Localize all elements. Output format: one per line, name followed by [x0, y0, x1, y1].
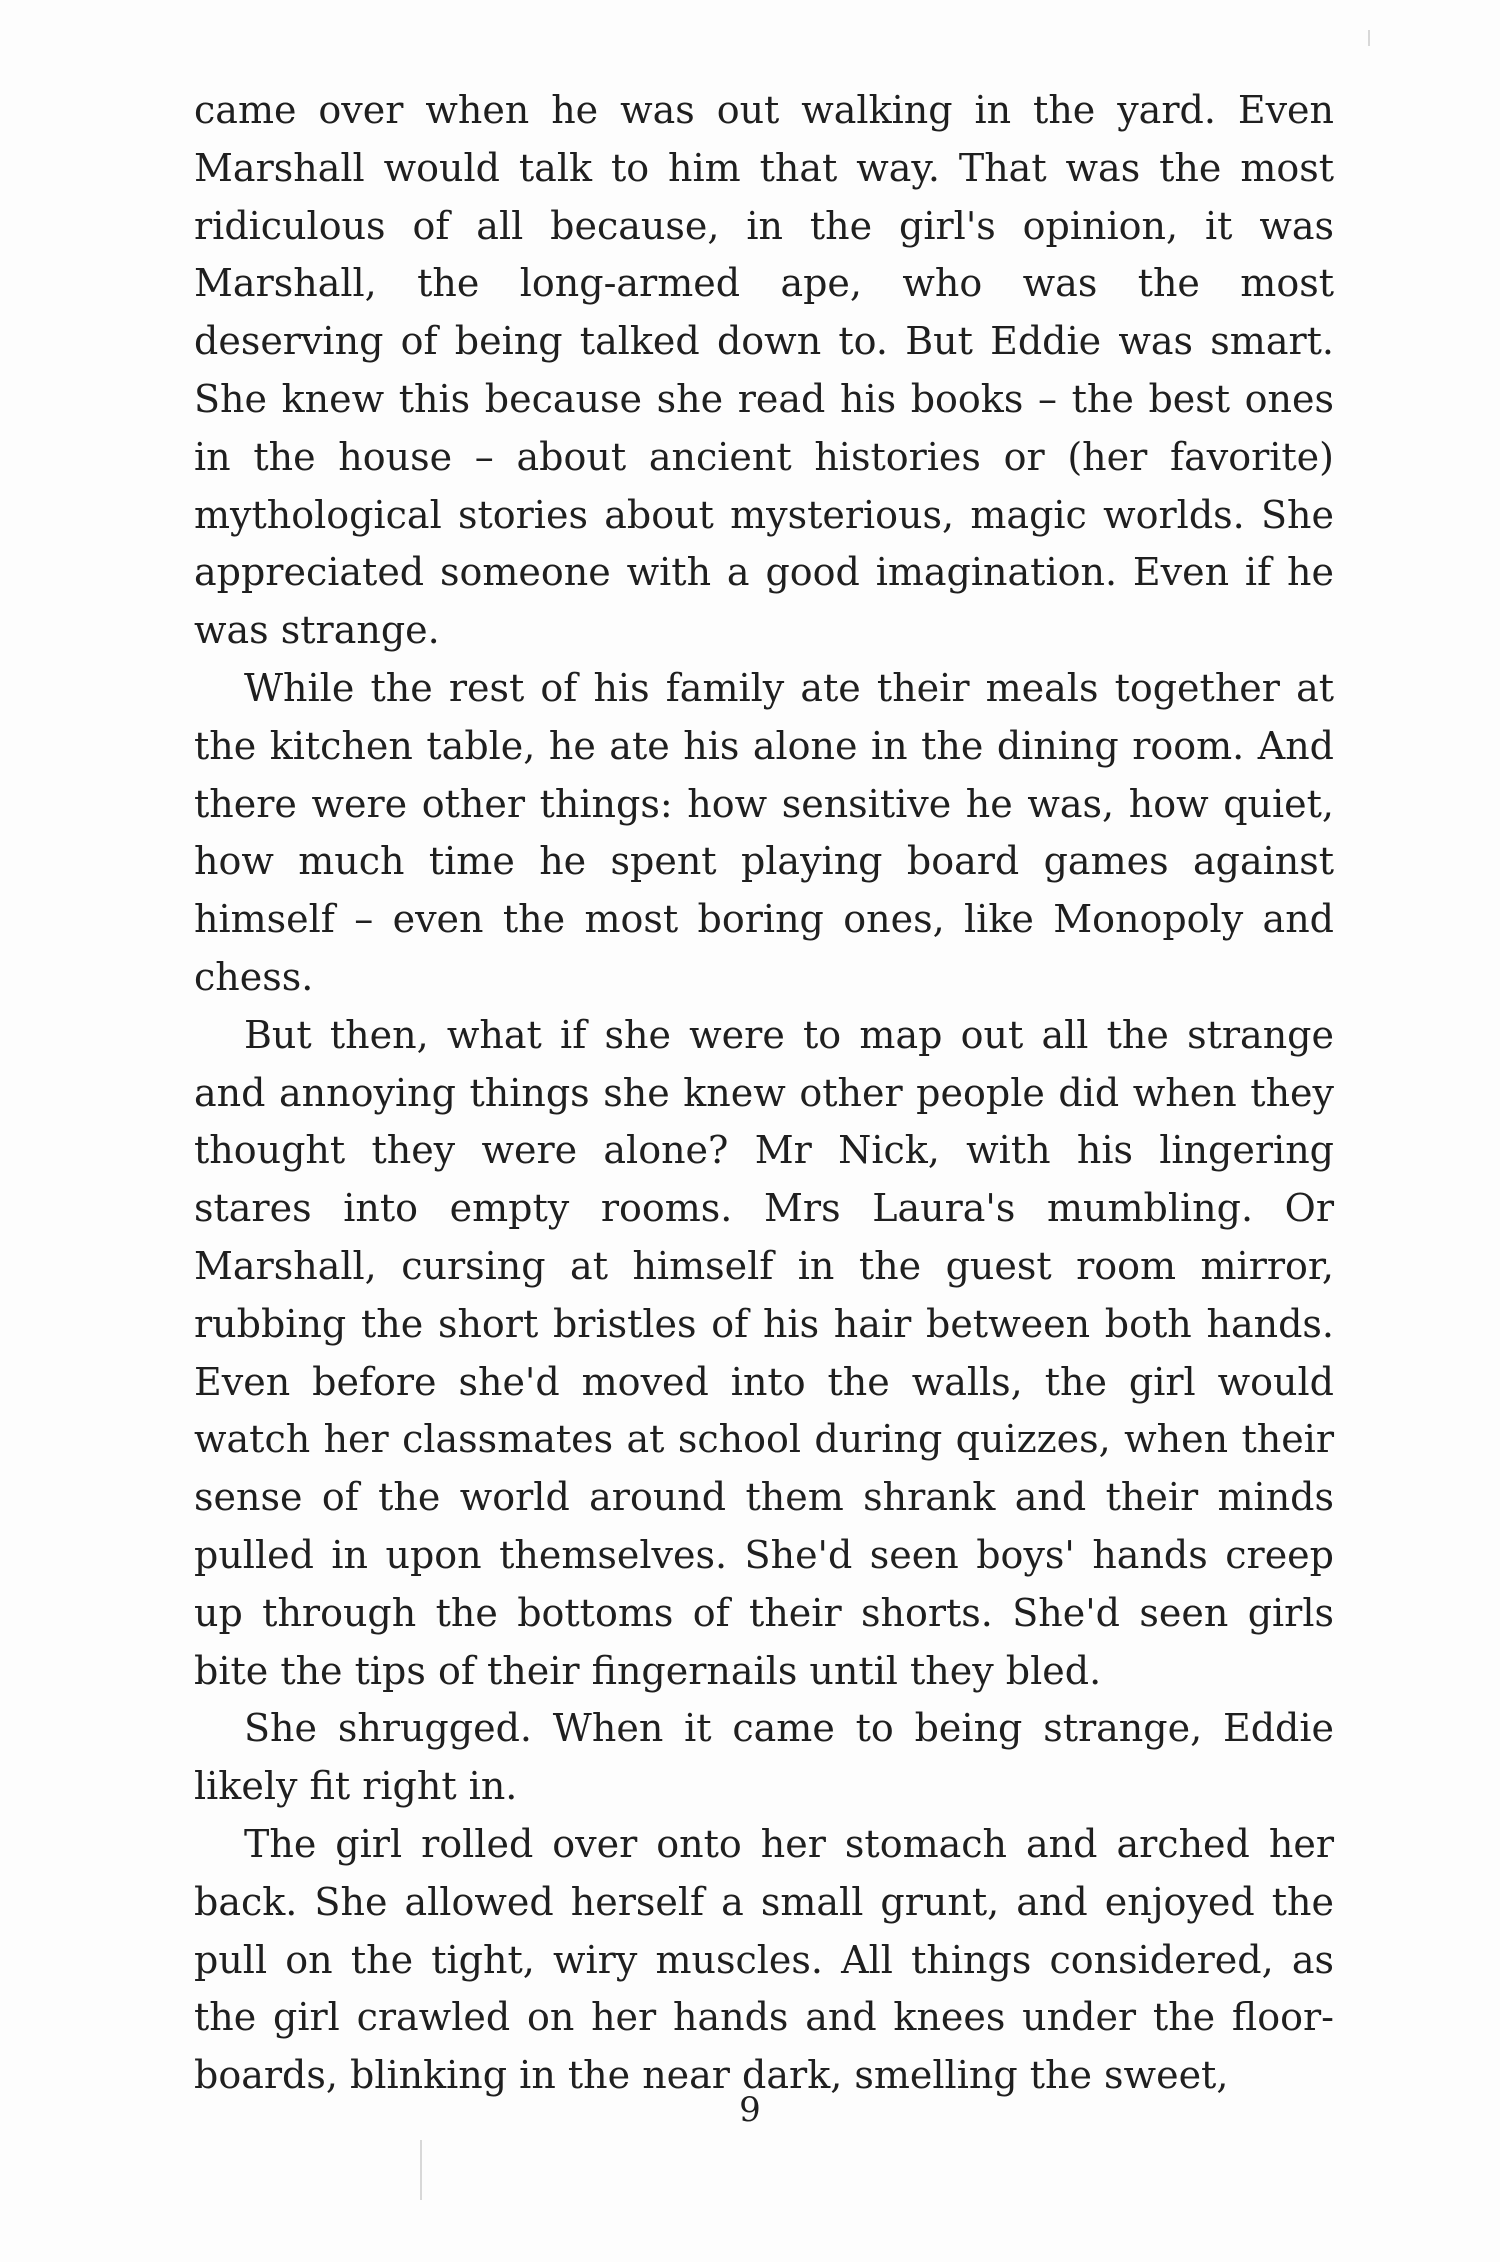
paragraph-5: The girl rolled over onto her stomach and arched her back. She allowed herself a small grunt, and enjoyed the pull on the tight, wiry muscles. All things considered, as the girl crawled on her hands and knees under the floor-boards, blinking in the near dark, smelling the sweet,: [194, 1821, 1334, 2098]
page-number: 9: [739, 2090, 761, 2130]
scan-artifact-mark: [1368, 30, 1370, 46]
paragraph-1: came over when he was out walking in the yard. Even Marshall would talk to him that way. That was the most ridiculous of all because, in the girl's opinion, it was Marshall, the long-armed ape, who was the most deserving of being talked down to. But Eddie was smart. She knew this because she read his books – the best ones in the house – about ancient histories or (her favorite) mythological stories about mysterious, magic worlds. She appreciated someone with a good imagination. Even if he was strange.: [194, 88, 1334, 653]
paragraph-3: But then, what if she were to map out all the strange and annoying things she knew other people did when they thought they were alone? Mr Nick, with his lingering stares into empty rooms. Mrs Laura's mumbling. Or Marshall, cursing at himself in the guest room mirror, rubbing the short bristles of his hair between both hands. Even before she'd moved into the walls, the girl would watch her classmates at school during quizzes, when their sense of the world around them shrank and their minds pulled in upon themselves. She'd seen boys' hands creep up through the bottoms of their shorts. She'd seen girls bite the tips of their fingernails until they bled.: [194, 1012, 1334, 1693]
body-text: [194, 82, 1334, 2105]
paragraph-4: She shrugged. When it came to being strange, Eddie likely fit right in.: [194, 1706, 1334, 1809]
paragraph-2: While the rest of his family ate their meals together at the kitchen table, he ate his alone in the dining room. And there were other things: how sensitive he was, how quiet, how much time he spent playing board games against himself – even the most boring ones, like Monopoly and chess.: [194, 665, 1334, 999]
scan-artifact-mark: [420, 2140, 422, 2200]
